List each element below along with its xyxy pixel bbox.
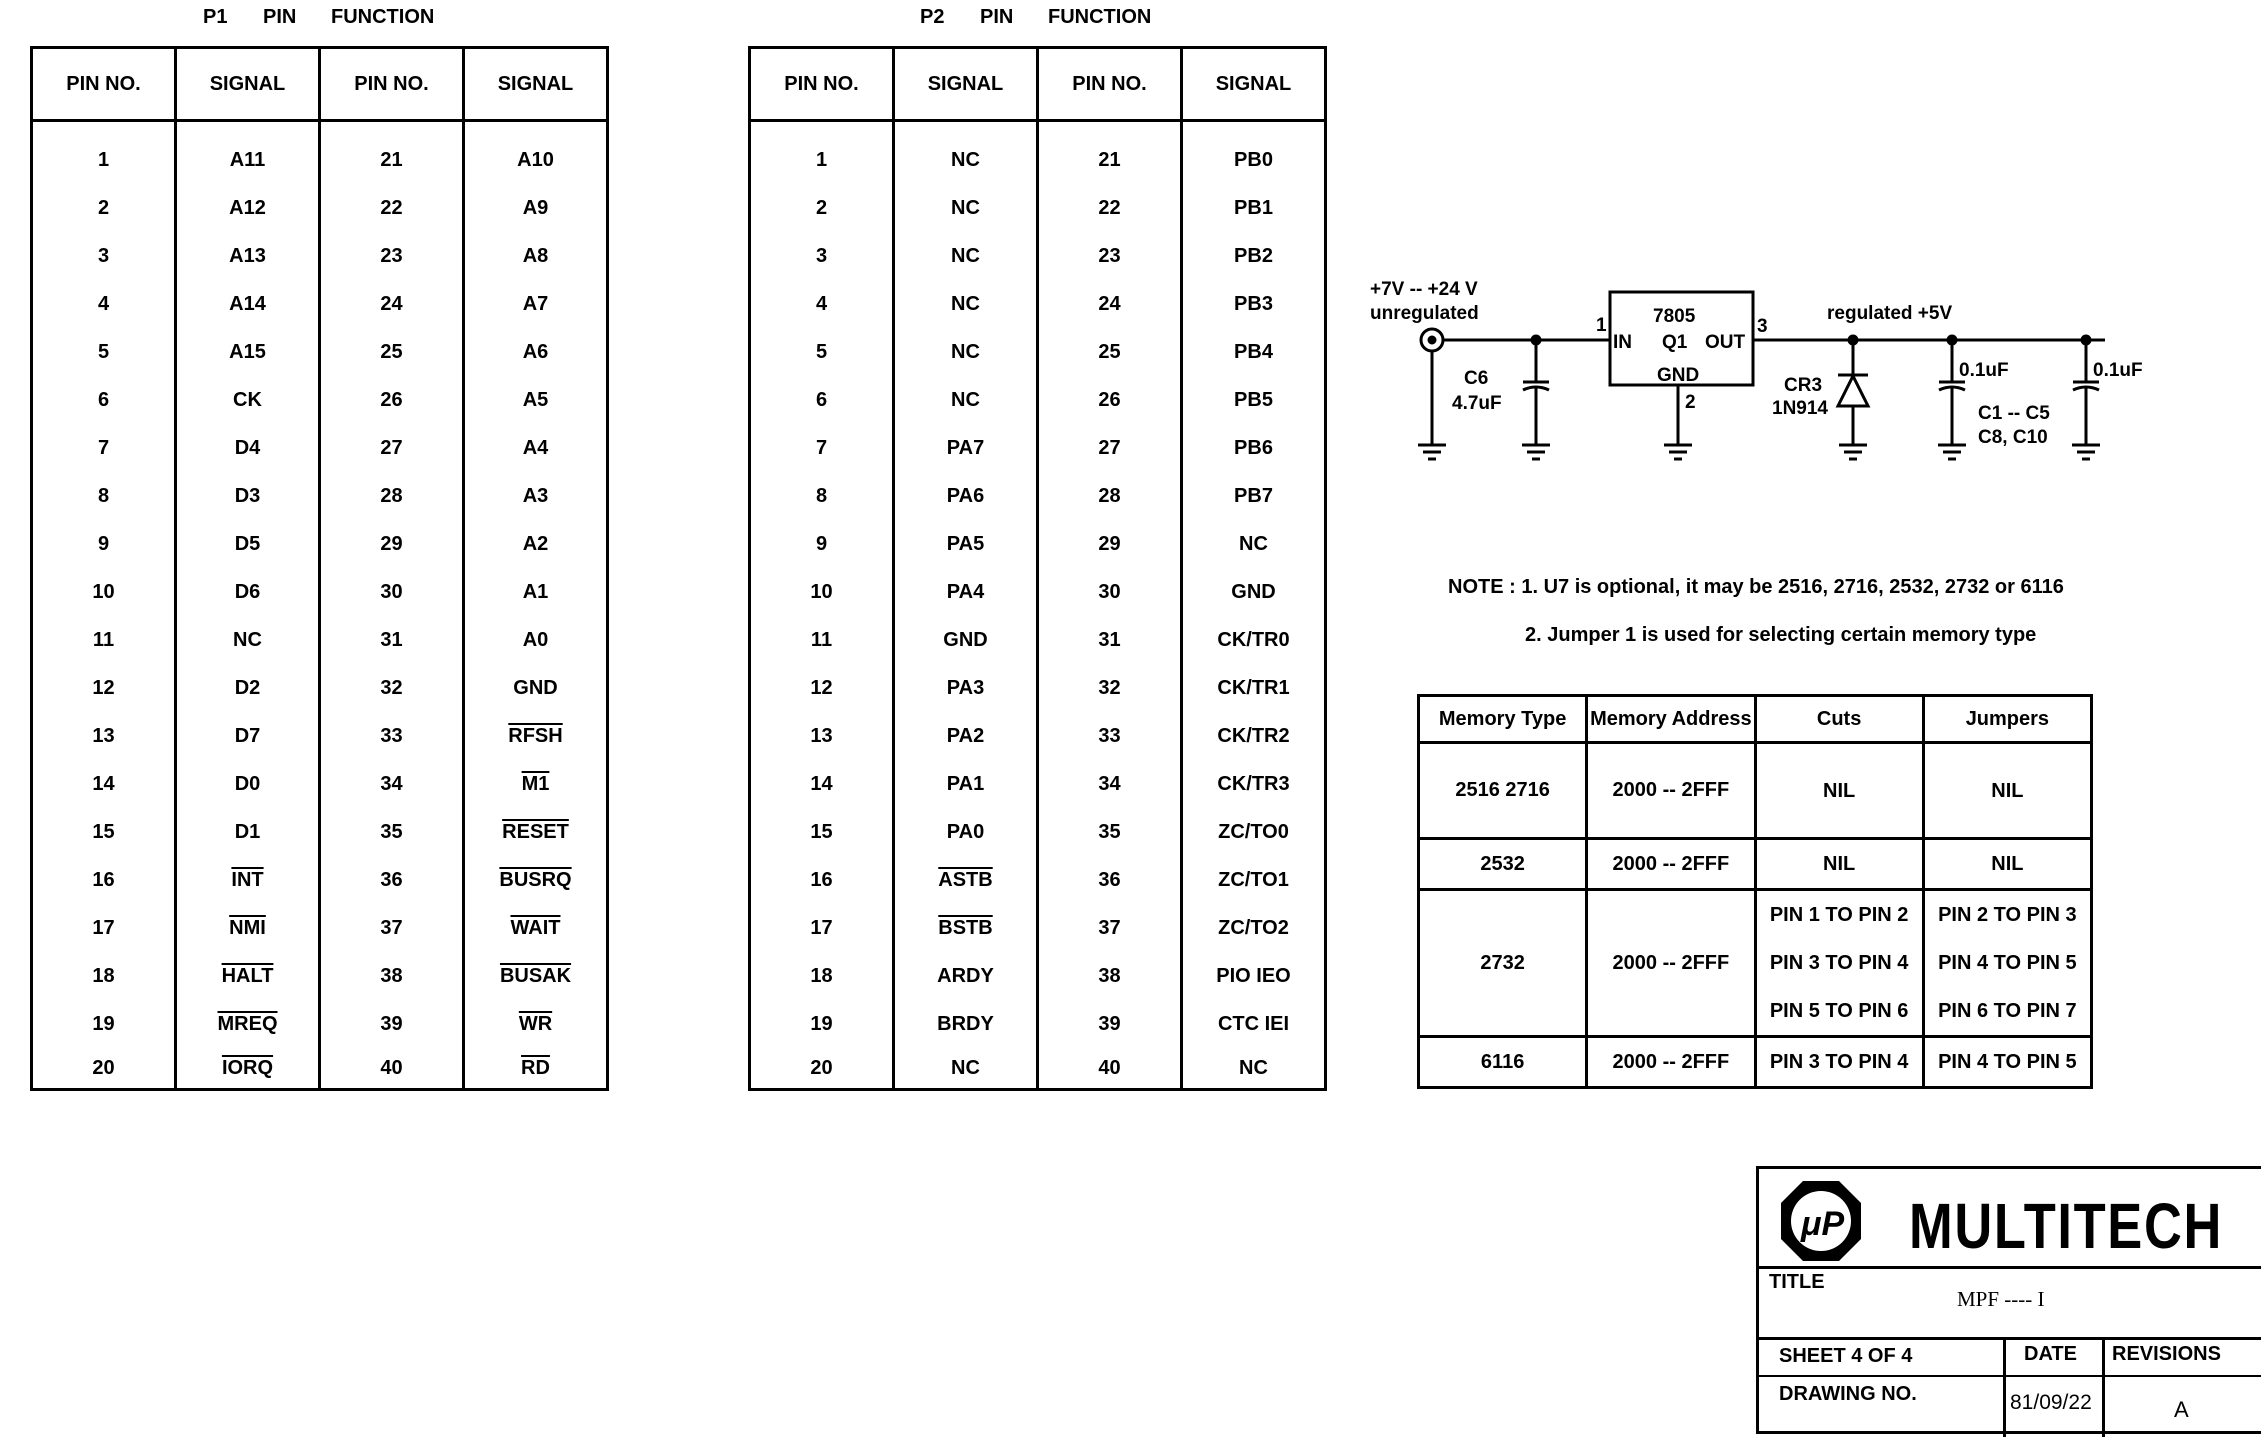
p1-signal-name: A2: [464, 520, 608, 568]
p2-header-row: [750, 48, 1326, 121]
p1-table-row: [32, 472, 608, 520]
p1-signal-name: GND: [464, 664, 608, 712]
p2-signal-name: BRDY: [894, 1000, 1038, 1048]
svg-text:μP: μP: [1801, 1205, 1845, 1243]
regulator-ref-label: Q1: [1662, 332, 1688, 353]
p1-signal-name: A10: [464, 121, 608, 185]
memory-address-cell: 2000 -- 2FFF: [1587, 839, 1755, 890]
p1-table-row: [32, 1048, 608, 1090]
p1-pin-number: 1: [32, 121, 176, 185]
p1-signal-name: IORQ: [176, 1048, 320, 1090]
p1-pin-number: 16: [32, 856, 176, 904]
p2-pin-number: 32: [1038, 664, 1182, 712]
p2-pin-number: 33: [1038, 712, 1182, 760]
output-voltage-label: regulated +5V: [1827, 303, 1953, 324]
sheet-label: SHEET 4 OF 4: [1779, 1345, 1913, 1367]
p1-table-row: [32, 760, 608, 808]
p2-signal-name: NC: [894, 280, 1038, 328]
memory-col-header: Jumpers: [1923, 696, 2091, 743]
p1-signal-name: A5: [464, 376, 608, 424]
memory-table-row: [1419, 890, 2092, 1037]
p2-pin-number: 22: [1038, 184, 1182, 232]
p2-table-row: [750, 184, 1326, 232]
p2-pin-number: 11: [750, 616, 894, 664]
p1-signal-name: A1: [464, 568, 608, 616]
p1-table-row: [32, 232, 608, 280]
p1-pin-number: 36: [320, 856, 464, 904]
p2-table-row: [750, 856, 1326, 904]
p2-signal-name: CK/TR3: [1182, 760, 1326, 808]
memory-address-cell: 2000 -- 2FFF: [1587, 1037, 1755, 1088]
p1-pin-number: 35: [320, 808, 464, 856]
p1-pin-number: 13: [32, 712, 176, 760]
drawing-no-label: DRAWING NO.: [1779, 1383, 1917, 1405]
p2-signal-name: NC: [1182, 1048, 1326, 1090]
p1-signal-name: BUSRQ: [464, 856, 608, 904]
p1-signal-name: D2: [176, 664, 320, 712]
p2-pin-number: 24: [1038, 280, 1182, 328]
p2-pin-number: 10: [750, 568, 894, 616]
p2-pin-number: 27: [1038, 424, 1182, 472]
p1-signal-name: D7: [176, 712, 320, 760]
p2-pin-number: 37: [1038, 904, 1182, 952]
p2-table-row: [750, 1048, 1326, 1090]
p2-header-function: FUNCTION: [1048, 6, 1152, 28]
memory-address-cell: 2000 -- 2FFF: [1587, 890, 1755, 1037]
p2-table-row: [750, 760, 1326, 808]
p1-col-header: SIGNAL: [176, 48, 320, 121]
p1-pin-number: 24: [320, 280, 464, 328]
p2-pin-number: 21: [1038, 121, 1182, 185]
memory-jumpers-cell: [1923, 890, 2091, 1037]
p2-pin-number: 39: [1038, 1000, 1182, 1048]
p2-pin-number: 7: [750, 424, 894, 472]
p1-table-row: [32, 664, 608, 712]
p1-header-function: FUNCTION: [331, 6, 435, 28]
c6-name-label: C6: [1464, 368, 1489, 389]
p2-signal-name: PB0: [1182, 121, 1326, 185]
p1-signal-name: A12: [176, 184, 320, 232]
p2-pin-number: 9: [750, 520, 894, 568]
p1-table-row: [32, 952, 608, 1000]
cap-value-1-label: 0.1uF: [1959, 360, 2009, 381]
p2-signal-name: CK/TR1: [1182, 664, 1326, 712]
p2-table-row: [750, 328, 1326, 376]
p2-table-row: [750, 664, 1326, 712]
p2-pin-number: 36: [1038, 856, 1182, 904]
p1-pin-number: 6: [32, 376, 176, 424]
p1-pin-number: 3: [32, 232, 176, 280]
title-label: TITLE: [1769, 1271, 1825, 1293]
p1-pin-number: 33: [320, 712, 464, 760]
p2-pin-number: 13: [750, 712, 894, 760]
p2-pin-number: 19: [750, 1000, 894, 1048]
p1-col-header: SIGNAL: [464, 48, 608, 121]
p2-signal-name: PB3: [1182, 280, 1326, 328]
p1-signal-name: A8: [464, 232, 608, 280]
p1-header-pin: PIN: [263, 6, 297, 28]
p1-pin-number: 18: [32, 952, 176, 1000]
p2-table-row: [750, 808, 1326, 856]
p2-col-header: PIN NO.: [1038, 48, 1182, 121]
p2-pin-number: 26: [1038, 376, 1182, 424]
p1-signal-name: D3: [176, 472, 320, 520]
p2-col-header: SIGNAL: [1182, 48, 1326, 121]
p1-pin-table: [30, 46, 609, 1091]
p2-pin-number: 3: [750, 232, 894, 280]
p2-signal-name: PA2: [894, 712, 1038, 760]
p1-table-row: [32, 568, 608, 616]
p1-signal-name: $\overline{WR}$: [464, 1000, 608, 1048]
p2-pin-number: 8: [750, 472, 894, 520]
p2-table-row: [750, 424, 1326, 472]
p2-header-pin: PIN: [980, 6, 1014, 28]
p1-pin-number: 10: [32, 568, 176, 616]
p2-pin-number: 15: [750, 808, 894, 856]
multitech-logo-icon: [1779, 1179, 1863, 1263]
diode-ref-label: CR3: [1784, 375, 1823, 396]
p1-pin-number: 29: [320, 520, 464, 568]
p1-signal-name: A9: [464, 184, 608, 232]
p1-pin-number: 7: [32, 424, 176, 472]
p1-signal-name: HALT: [176, 952, 320, 1000]
p1-table-row: [32, 904, 608, 952]
p2-pin-number: 16: [750, 856, 894, 904]
p2-signal-name: PB6: [1182, 424, 1326, 472]
p1-signal-name: A7: [464, 280, 608, 328]
memory-jumpers-entry: PIN 2 TO PIN 3: [1938, 904, 2077, 926]
p2-signal-name: PA3: [894, 664, 1038, 712]
p1-table-row: [32, 424, 608, 472]
p1-col-header: PIN NO.: [32, 48, 176, 121]
memory-jumpers-cell: [1923, 1037, 2091, 1088]
p2-pin-number: 40: [1038, 1048, 1182, 1090]
memory-jumpers-entry: PIN 6 TO PIN 7: [1938, 1000, 2077, 1022]
p2-table-row: [750, 616, 1326, 664]
p1-table-row: [32, 184, 608, 232]
p2-table-row: [750, 232, 1326, 280]
p1-pin-number: 27: [320, 424, 464, 472]
p1-pin-number: 32: [320, 664, 464, 712]
memory-jumpers-entry: NIL: [1991, 779, 2024, 802]
p2-signal-name: PB2: [1182, 232, 1326, 280]
p2-table-row: [750, 952, 1326, 1000]
p1-signal-name: NC: [176, 616, 320, 664]
memory-config-table: [1417, 694, 2093, 1089]
memory-jumpers-cell: [1923, 743, 2091, 839]
p2-signal-name: PB5: [1182, 376, 1326, 424]
memory-cuts-entry: PIN 3 TO PIN 4: [1769, 952, 1909, 974]
p2-signal-name: ZC/TO0: [1182, 808, 1326, 856]
memory-col-header: Memory Address: [1587, 696, 1755, 743]
regulator-out-label: OUT: [1705, 332, 1746, 353]
p2-col-header: PIN NO.: [750, 48, 894, 121]
p2-signal-name: PA6: [894, 472, 1038, 520]
p2-signal-name: ZC/TO2: [1182, 904, 1326, 952]
memory-cuts-entry: PIN 5 TO PIN 6: [1769, 1000, 1909, 1022]
revisions-label: REVISIONS: [2112, 1343, 2221, 1365]
regulator-pin1: 1: [1596, 315, 1607, 336]
p1-col-header: PIN NO.: [320, 48, 464, 121]
p1-pin-number: 15: [32, 808, 176, 856]
note-1: NOTE : 1. U7 is optional, it may be 2516, 2716, 2532, 2732 or 6116: [1448, 576, 2064, 598]
p1-header-connector: P1: [203, 6, 228, 28]
cap-value-2-label: 0.1uF: [2093, 360, 2143, 381]
p2-table-row: [750, 904, 1326, 952]
p2-col-header: SIGNAL: [894, 48, 1038, 121]
p2-signal-name: NC: [894, 184, 1038, 232]
p2-pin-number: 30: [1038, 568, 1182, 616]
p1-table-row: [32, 1000, 608, 1048]
p2-signal-name: PB1: [1182, 184, 1326, 232]
p2-signal-name: BSTB: [894, 904, 1038, 952]
p2-table-row: [750, 472, 1326, 520]
p1-table-row: [32, 520, 608, 568]
p2-pin-number: 28: [1038, 472, 1182, 520]
p2-table-row: [750, 568, 1326, 616]
p2-signal-name: PA7: [894, 424, 1038, 472]
p1-table-row: [32, 376, 608, 424]
p2-table-row: [750, 1000, 1326, 1048]
c6-value-label: 4.7uF: [1452, 393, 1502, 414]
company-name: MULTITECH: [1909, 1190, 2224, 1262]
p2-pin-number: 2: [750, 184, 894, 232]
p2-signal-name: GND: [1182, 568, 1326, 616]
date-label: DATE: [2024, 1343, 2077, 1365]
p1-signal-name: BUSAK: [464, 952, 608, 1000]
memory-type-cell: 2732: [1419, 890, 1587, 1037]
p1-pin-number: 20: [32, 1048, 176, 1090]
p2-pin-number: 23: [1038, 232, 1182, 280]
p2-signal-name: NC: [894, 121, 1038, 185]
regulator-part-label: 7805: [1653, 306, 1696, 327]
p1-pin-number: 19: [32, 1000, 176, 1048]
cap-group-2-label: C8, C10: [1978, 427, 2048, 448]
p2-pin-number: 6: [750, 376, 894, 424]
p2-pin-number: 31: [1038, 616, 1182, 664]
memory-jumpers-cell: [1923, 839, 2091, 890]
p1-pin-number: 26: [320, 376, 464, 424]
p2-signal-name: CK/TR0: [1182, 616, 1326, 664]
memory-cuts-entry: PIN 1 TO PIN 2: [1769, 904, 1909, 926]
p2-signal-name: PB7: [1182, 472, 1326, 520]
p1-pin-number: 40: [320, 1048, 464, 1090]
regulator-in-label: IN: [1613, 332, 1632, 353]
p1-pin-number: 38: [320, 952, 464, 1000]
p1-pin-number: 30: [320, 568, 464, 616]
p1-signal-name: D0: [176, 760, 320, 808]
regulator-gnd-label: GND: [1657, 365, 1700, 386]
p1-header-row: [32, 48, 608, 121]
p2-pin-number: 18: [750, 952, 894, 1000]
p1-signal-name: A6: [464, 328, 608, 376]
p2-signal-name: NC: [894, 376, 1038, 424]
p1-signal-name: MREQ: [176, 1000, 320, 1048]
p1-pin-number: 37: [320, 904, 464, 952]
p2-signal-name: CTC IEI: [1182, 1000, 1326, 1048]
p2-signal-name: NC: [894, 1048, 1038, 1090]
p2-table-row: [750, 280, 1326, 328]
memory-type-cell: 6116: [1419, 1037, 1587, 1088]
diode-part-label: 1N914: [1772, 398, 1828, 419]
p1-signal-name: $\overline{NMI}$: [176, 904, 320, 952]
p2-signal-name: PA1: [894, 760, 1038, 808]
p2-signal-name: PA0: [894, 808, 1038, 856]
p2-table-row: [750, 520, 1326, 568]
p1-pin-number: 31: [320, 616, 464, 664]
p1-signal-name: A14: [176, 280, 320, 328]
p1-table-row: [32, 121, 608, 185]
p1-signal-name: A11: [176, 121, 320, 185]
p1-pin-number: 25: [320, 328, 464, 376]
p2-signal-name: ZC/TO1: [1182, 856, 1326, 904]
memory-table-row: [1419, 839, 2092, 890]
memory-cuts-cell: [1755, 1037, 1923, 1088]
p2-pin-number: 29: [1038, 520, 1182, 568]
revision-value: A: [2174, 1397, 2189, 1422]
memory-jumpers-entry: PIN 4 TO PIN 5: [1938, 952, 2077, 974]
title-value: MPF ---- I: [1957, 1287, 2045, 1311]
p2-signal-name: NC: [894, 328, 1038, 376]
p2-signal-name: ARDY: [894, 952, 1038, 1000]
p1-pin-number: 28: [320, 472, 464, 520]
memory-address-cell: 2000 -- 2FFF: [1587, 743, 1755, 839]
p2-signal-name: PB4: [1182, 328, 1326, 376]
p1-signal-name: $\overline{INT}$: [176, 856, 320, 904]
p1-signal-name: A15: [176, 328, 320, 376]
p2-pin-number: 1: [750, 121, 894, 185]
p1-signal-name: A13: [176, 232, 320, 280]
p2-pin-number: 5: [750, 328, 894, 376]
p1-pin-number: 23: [320, 232, 464, 280]
p2-signal-name: CK/TR2: [1182, 712, 1326, 760]
p1-pin-number: 39: [320, 1000, 464, 1048]
p1-pin-number: 4: [32, 280, 176, 328]
p1-signal-name: A3: [464, 472, 608, 520]
p2-pin-number: 35: [1038, 808, 1182, 856]
regulator-pin3: 3: [1757, 316, 1768, 337]
p2-signal-name: PA4: [894, 568, 1038, 616]
memory-col-header: Memory Type: [1419, 696, 1587, 743]
p1-table-row: [32, 712, 608, 760]
memory-jumpers-entry: PIN 4 TO PIN 5: [1938, 1051, 2077, 1073]
date-value: 81/09/22: [2010, 1391, 2092, 1414]
p1-table-row: [32, 280, 608, 328]
p2-signal-name: NC: [1182, 520, 1326, 568]
p2-signal-name: PA5: [894, 520, 1038, 568]
p2-pin-number: 38: [1038, 952, 1182, 1000]
title-block: [1756, 1166, 2261, 1434]
p1-pin-number: 34: [320, 760, 464, 808]
memory-table-row: [1419, 1037, 2092, 1088]
p2-pin-number: 20: [750, 1048, 894, 1090]
p2-header-connector: P2: [920, 6, 945, 28]
p1-signal-name: RFSH: [464, 712, 608, 760]
note-2: 2. Jumper 1 is used for selecting certain memory type: [1525, 624, 2037, 646]
memory-col-header: Cuts: [1755, 696, 1923, 743]
p1-pin-number: 14: [32, 760, 176, 808]
memory-cuts-entry: PIN 3 TO PIN 4: [1769, 1051, 1909, 1073]
p1-pin-number: 17: [32, 904, 176, 952]
p2-pin-number: 14: [750, 760, 894, 808]
p2-pin-number: 17: [750, 904, 894, 952]
cap-group-1-label: C1 -- C5: [1978, 403, 2050, 424]
input-voltage-label: +7V -- +24 V: [1370, 279, 1478, 300]
p1-signal-name: WAIT: [464, 904, 608, 952]
p2-pin-number: 4: [750, 280, 894, 328]
p1-pin-number: 8: [32, 472, 176, 520]
p1-table-row: [32, 616, 608, 664]
p2-pin-table: [748, 46, 1327, 1091]
p1-table-row: [32, 856, 608, 904]
p1-pin-number: 5: [32, 328, 176, 376]
p1-signal-name: $\overline{RD}$: [464, 1048, 608, 1090]
p1-signal-name: A4: [464, 424, 608, 472]
p1-signal-name: RESET: [464, 808, 608, 856]
memory-cuts-cell: [1755, 890, 1923, 1037]
p2-signal-name: ASTB: [894, 856, 1038, 904]
p1-table-row: [32, 808, 608, 856]
p2-pin-number: 25: [1038, 328, 1182, 376]
p2-signal-name: NC: [894, 232, 1038, 280]
p1-pin-number: 22: [320, 184, 464, 232]
p1-pin-number: 2: [32, 184, 176, 232]
input-state-label: unregulated: [1370, 303, 1479, 324]
memory-type-cell: 2532: [1419, 839, 1587, 890]
p1-signal-name: A0: [464, 616, 608, 664]
p2-signal-name: PIO IEO: [1182, 952, 1326, 1000]
p1-signal-name: D4: [176, 424, 320, 472]
p1-signal-name: D5: [176, 520, 320, 568]
p1-signal-name: D6: [176, 568, 320, 616]
p1-signal-name: M1: [464, 760, 608, 808]
memory-type-cell: 2516 2716: [1419, 743, 1587, 839]
p1-pin-number: 11: [32, 616, 176, 664]
p2-pin-number: 12: [750, 664, 894, 712]
p2-table-row: [750, 712, 1326, 760]
power-supply-schematic: [1360, 270, 2160, 480]
p2-pin-number: 34: [1038, 760, 1182, 808]
memory-table-row: [1419, 743, 2092, 839]
p1-pin-number: 9: [32, 520, 176, 568]
memory-cuts-cell: [1755, 743, 1923, 839]
p1-signal-name: CK: [176, 376, 320, 424]
p1-pin-number: 12: [32, 664, 176, 712]
memory-cuts-entry: NIL: [1823, 779, 1856, 802]
memory-header-row: [1419, 696, 2092, 743]
p2-table-row: [750, 376, 1326, 424]
regulator-pin2: 2: [1685, 392, 1696, 413]
p2-table-row: [750, 121, 1326, 185]
p2-signal-name: GND: [894, 616, 1038, 664]
p1-table-row: [32, 328, 608, 376]
memory-cuts-entry: NIL: [1823, 853, 1856, 875]
p1-signal-name: D1: [176, 808, 320, 856]
memory-jumpers-entry: NIL: [1991, 853, 2024, 875]
memory-cuts-cell: [1755, 839, 1923, 890]
p1-pin-number: 21: [320, 121, 464, 185]
